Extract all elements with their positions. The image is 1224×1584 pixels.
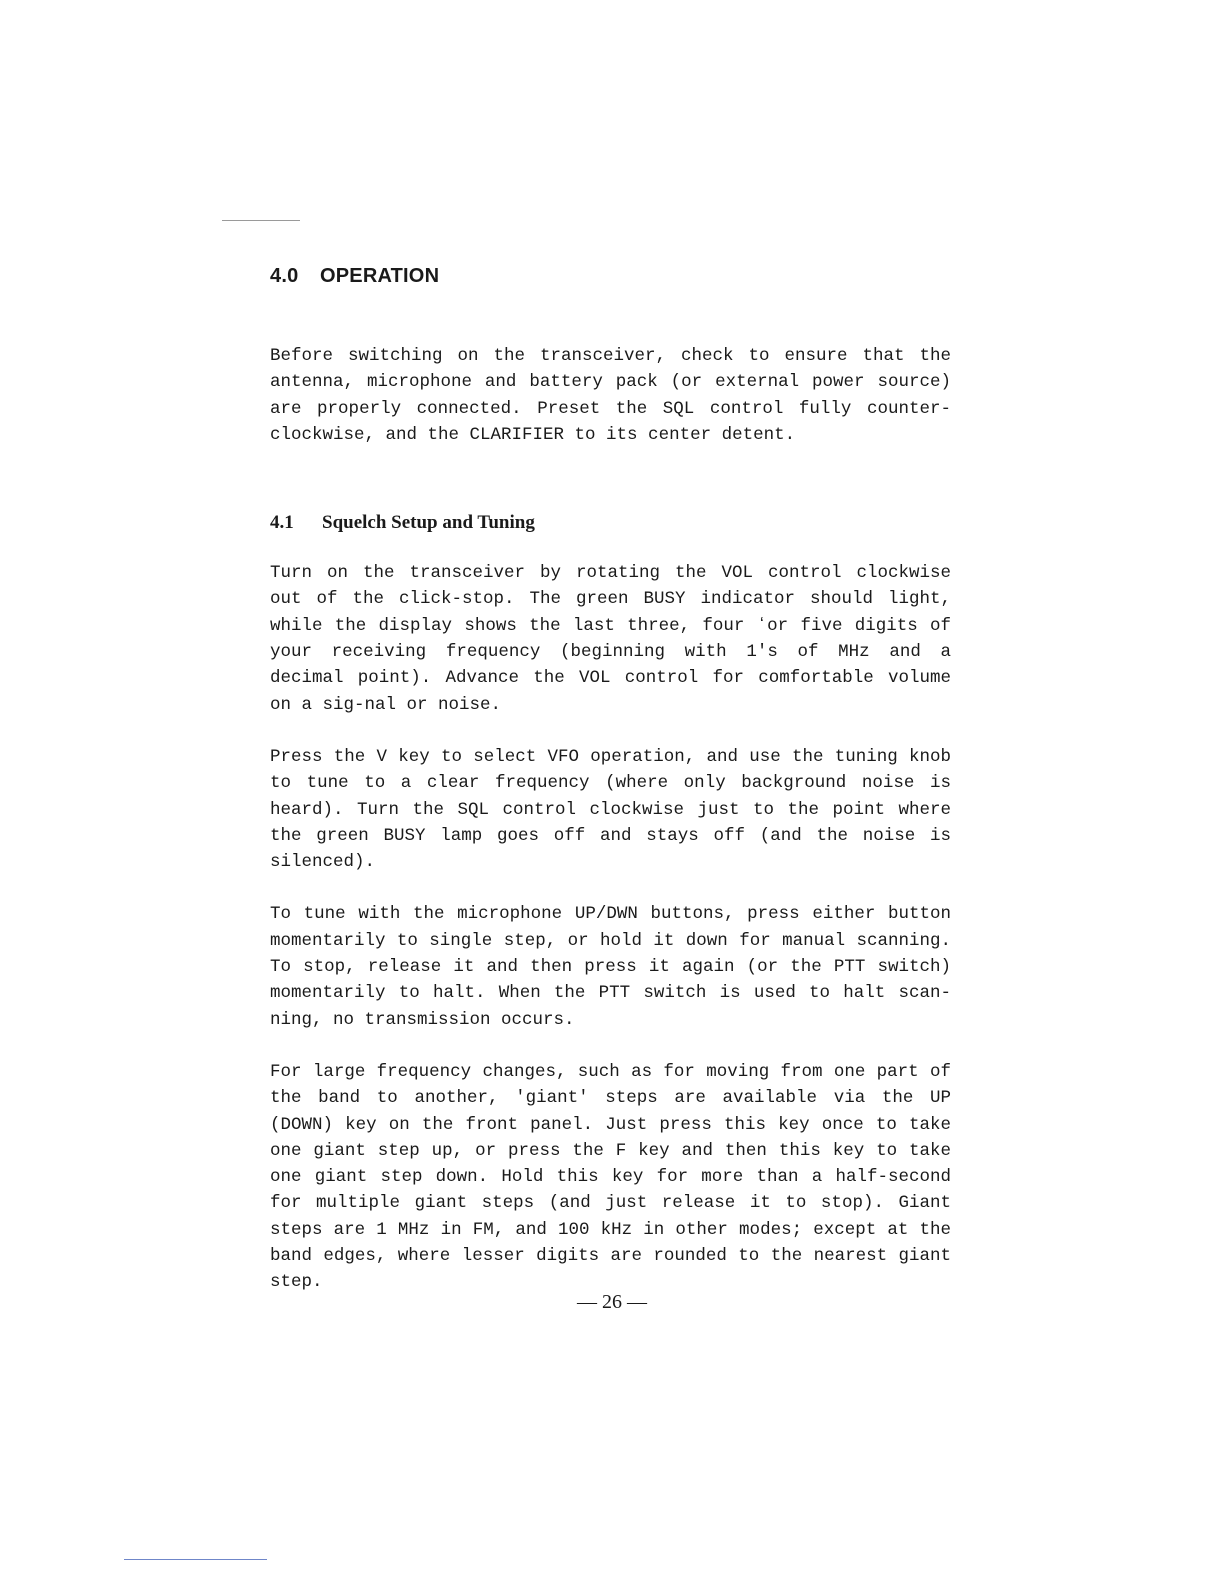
- section-heading: [270, 262, 951, 290]
- subsection-title: Squelch Setup and Tuning: [322, 512, 535, 534]
- page-content: [270, 262, 951, 1296]
- paragraph-mic-tuning: To tune with the microphone UP/DWN buttons, press either button momentarily to single step, or hold it down for manual scanning. To stop, release it and then press it again (or the PTT switch) momentarily to halt. When the PTT switch is used to halt scan-ning, no transmission occurs.: [270, 904, 951, 1030]
- paragraph-giant-steps: For large frequency changes, such as for moving from one part of the band to another, 'giant' steps are available via the UP (DOWN) key on the front panel. Just press this key once to take one giant step up, or press the F key and then this key to take one giant step down. Hold this key for more than a half-second for multiple giant steps (and just release it to stop). Giant steps are 1 MHz in FM, and 100 kHz in other modes; except at the band edges, where lesser digits are rounded to the nearest giant step.: [270, 1061, 951, 1293]
- subsection-heading: [270, 510, 951, 536]
- paragraph-squelch: Press the V key to select VFO operation, and use the tuning knob to tune to a clear frequency (where only background noise is heard). Turn the SQL control clockwise just to the point where the green BUSY lamp goes off and stays off (and the noise is silenced).: [270, 746, 951, 873]
- scan-artifact-line-top: [222, 220, 300, 221]
- subsection-number: 4.1: [270, 512, 294, 534]
- section-number: 4.0: [270, 265, 299, 287]
- section-title: OPERATION: [320, 265, 440, 287]
- scan-artifact-line-bottom: [124, 1559, 267, 1560]
- intro-paragraph: Before switching on the transceiver, check to ensure that the antenna, microphone and battery pack (or external power source) are properly connected. Preset the SQL control fully counter-clockwise, and the CLARIFIER to its center detent.: [270, 346, 951, 445]
- page-number: — 26 —: [577, 1291, 647, 1313]
- paragraph-power-on: Turn on the transceiver by rotating the VOL control clockwise out of the click-stop. The green BUSY indicator should light, while the display shows the last three, four ʻor five digits of your receiving frequency (beginning with 1's of MHz and a decimal point). Advance the VOL control for comfortable volume on a sig-nal or noise.: [270, 563, 951, 715]
